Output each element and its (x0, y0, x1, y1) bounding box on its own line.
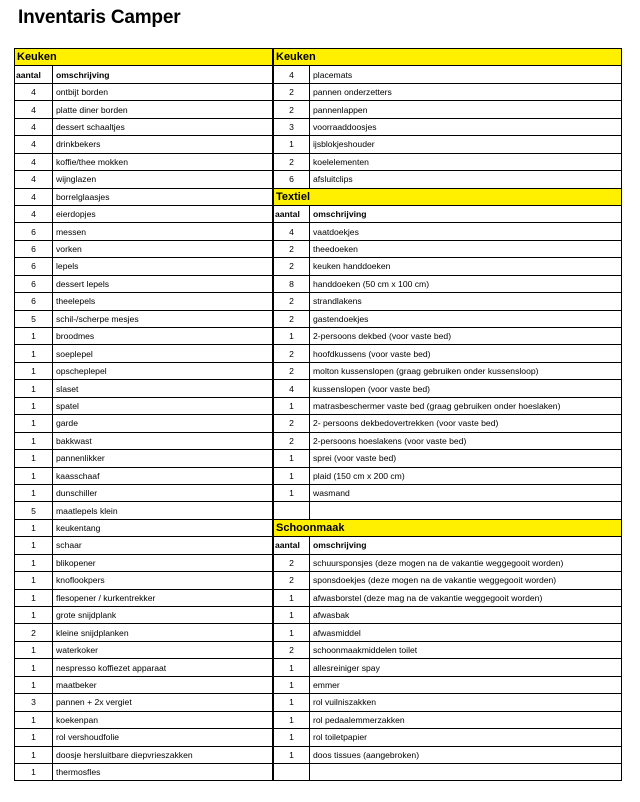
item-quantity: 4 (274, 380, 310, 397)
column-header-desc: omschrijving (310, 205, 622, 222)
item-quantity: 1 (15, 729, 53, 746)
table-row (15, 502, 273, 519)
table-row (274, 467, 622, 484)
item-description: gastendoekjes (310, 310, 622, 327)
table-row (274, 362, 622, 379)
item-quantity: 1 (15, 607, 53, 624)
item-description: schaar (53, 537, 273, 554)
item-description: voorraaddoosjes (310, 118, 622, 135)
item-description: 2-persoons hoeslakens (voor vaste bed) (310, 432, 622, 449)
item-quantity: 2 (274, 415, 310, 432)
item-quantity: 2 (274, 293, 310, 310)
table-row (15, 711, 273, 728)
inventory-right-column (273, 48, 622, 781)
section-header-schoonmaak (274, 519, 622, 536)
item-description: handdoeken (50 cm x 100 cm) (310, 275, 622, 292)
table-row (15, 572, 273, 589)
item-description: kaasschaaf (53, 467, 273, 484)
item-description: wijnglazen (53, 171, 273, 188)
item-quantity: 2 (274, 572, 310, 589)
section-title: Schoonmaak (274, 519, 622, 536)
table-row (274, 415, 622, 432)
item-quantity: 1 (15, 467, 53, 484)
item-description: broodmes (53, 328, 273, 345)
table-row (274, 171, 622, 188)
item-quantity: 2 (274, 83, 310, 100)
item-description: slaset (53, 380, 273, 397)
inventory-table-left (14, 48, 273, 781)
item-description: keukentang (53, 519, 273, 536)
item-quantity: 1 (15, 676, 53, 693)
item-quantity: 1 (15, 415, 53, 432)
table-row (274, 240, 622, 257)
item-description: schil-/scherpe mesjes (53, 310, 273, 327)
table-row (15, 450, 273, 467)
table-row (274, 345, 622, 362)
item-quantity: 1 (274, 467, 310, 484)
item-quantity: 1 (15, 763, 53, 780)
item-description: maatbeker (53, 676, 273, 693)
item-description: dessert schaaltjes (53, 118, 273, 135)
item-quantity: 2 (274, 554, 310, 571)
item-quantity: 1 (274, 136, 310, 153)
table-row (274, 432, 622, 449)
item-description: vorken (53, 240, 273, 257)
table-row (274, 83, 622, 100)
item-description: plaid (150 cm x 200 cm) (310, 467, 622, 484)
item-description: drinkbekers (53, 136, 273, 153)
item-quantity: 2 (274, 101, 310, 118)
item-description: rol toiletpapier (310, 729, 622, 746)
table-row (15, 136, 273, 153)
item-quantity: 2 (274, 362, 310, 379)
item-description: doos tissues (aangebroken) (310, 746, 622, 763)
item-quantity: 2 (274, 153, 310, 170)
table-row (15, 659, 273, 676)
table-row (274, 572, 622, 589)
item-description: bakkwast (53, 432, 273, 449)
item-description: koekenpan (53, 711, 273, 728)
table-row (274, 641, 622, 658)
item-quantity: 2 (274, 310, 310, 327)
table-row (274, 153, 622, 170)
item-quantity: 2 (15, 624, 53, 641)
item-quantity: 1 (274, 659, 310, 676)
item-description: koffie/thee mokken (53, 153, 273, 170)
table-row (15, 240, 273, 257)
item-quantity: 1 (274, 676, 310, 693)
item-quantity: 4 (15, 101, 53, 118)
item-quantity: 1 (15, 362, 53, 379)
item-description: ijsblokjeshouder (310, 136, 622, 153)
item-quantity: 4 (15, 171, 53, 188)
item-description: maatlepels klein (53, 502, 273, 519)
column-header-row (15, 66, 273, 83)
table-row (274, 589, 622, 606)
item-quantity: 1 (15, 572, 53, 589)
item-description: garde (53, 415, 273, 432)
table-row (15, 223, 273, 240)
table-row (15, 397, 273, 414)
table-row (15, 345, 273, 362)
table-row (15, 467, 273, 484)
section-title: Textiel (274, 188, 622, 205)
item-quantity: 1 (15, 450, 53, 467)
item-quantity: 1 (274, 328, 310, 345)
item-description: flesopener / kurkentrekker (53, 589, 273, 606)
table-row (15, 153, 273, 170)
item-description: pannenlappen (310, 101, 622, 118)
item-quantity: 2 (274, 240, 310, 257)
table-row (274, 711, 622, 728)
table-row (274, 136, 622, 153)
item-description (310, 502, 622, 519)
item-quantity: 1 (15, 641, 53, 658)
item-description: schuursponsjes (deze mogen na de vakantie weggegooit worden) (310, 554, 622, 571)
item-description: koelelementen (310, 153, 622, 170)
item-quantity: 1 (274, 607, 310, 624)
column-header-qty: aantal (15, 66, 53, 83)
table-row (274, 258, 622, 275)
item-description: knoflookpers (53, 572, 273, 589)
item-description: grote snijdplank (53, 607, 273, 624)
table-row (274, 328, 622, 345)
inventory-table-right (273, 48, 622, 781)
item-description: pannen + 2x vergiet (53, 694, 273, 711)
item-description: afwasmiddel (310, 624, 622, 641)
item-quantity: 5 (15, 502, 53, 519)
item-quantity: 6 (15, 275, 53, 292)
table-row (274, 223, 622, 240)
item-quantity: 1 (274, 711, 310, 728)
item-quantity: 1 (15, 484, 53, 501)
table-row (15, 432, 273, 449)
table-row (274, 310, 622, 327)
item-quantity: 1 (274, 624, 310, 641)
section-title: Keuken (15, 49, 273, 66)
item-quantity: 4 (15, 136, 53, 153)
item-quantity: 6 (15, 293, 53, 310)
item-description: pannen onderzetters (310, 83, 622, 100)
item-description: thermosfles (53, 763, 273, 780)
item-quantity: 1 (274, 729, 310, 746)
table-row (15, 694, 273, 711)
item-description: borrelglaasjes (53, 188, 273, 205)
item-quantity: 4 (274, 66, 310, 83)
table-row (15, 763, 273, 780)
table-row (274, 746, 622, 763)
table-row (274, 275, 622, 292)
table-row (15, 258, 273, 275)
table-row (15, 101, 273, 118)
item-description: dunschiller (53, 484, 273, 501)
table-row (15, 293, 273, 310)
item-quantity: 1 (15, 537, 53, 554)
item-quantity: 6 (15, 258, 53, 275)
item-description: rol vuilniszakken (310, 694, 622, 711)
item-quantity: 4 (15, 205, 53, 222)
item-description: soeplepel (53, 345, 273, 362)
item-description: kussenslopen (voor vaste bed) (310, 380, 622, 397)
item-quantity: 2 (274, 345, 310, 362)
table-row (15, 275, 273, 292)
item-description: vaatdoekjes (310, 223, 622, 240)
item-quantity: 1 (15, 397, 53, 414)
item-description: sprei (voor vaste bed) (310, 450, 622, 467)
column-header-qty: aantal (274, 537, 310, 554)
table-row (274, 676, 622, 693)
table-row (274, 729, 622, 746)
item-quantity: 1 (274, 450, 310, 467)
table-row (274, 694, 622, 711)
item-quantity: 3 (274, 118, 310, 135)
table-row (274, 450, 622, 467)
section-title: Keuken (274, 49, 622, 66)
table-row (274, 293, 622, 310)
table-row (15, 746, 273, 763)
inventory-left-column (14, 48, 273, 781)
table-row (274, 554, 622, 571)
table-row (15, 83, 273, 100)
table-row (274, 659, 622, 676)
item-quantity: 4 (15, 118, 53, 135)
item-description: placemats (310, 66, 622, 83)
item-quantity: 1 (274, 484, 310, 501)
item-description: dessert lepels (53, 275, 273, 292)
item-description: lepels (53, 258, 273, 275)
item-quantity: 1 (274, 746, 310, 763)
item-quantity: 1 (274, 589, 310, 606)
table-row (15, 624, 273, 641)
item-description: messen (53, 223, 273, 240)
item-quantity: 1 (15, 746, 53, 763)
table-row (15, 310, 273, 327)
item-description: theelepels (53, 293, 273, 310)
item-description: afwasborstel (deze mag na de vakantie weggegooit worden) (310, 589, 622, 606)
item-description: strandlakens (310, 293, 622, 310)
table-row (15, 484, 273, 501)
item-description: 2-persoons dekbed (voor vaste bed) (310, 328, 622, 345)
item-description: spatel (53, 397, 273, 414)
item-description: doosje hersluitbare diepvrieszakken (53, 746, 273, 763)
item-description: matrasbeschermer vaste bed (graag gebruiken onder hoeslaken) (310, 397, 622, 414)
item-quantity: 4 (274, 223, 310, 240)
table-row (15, 641, 273, 658)
table-row (15, 519, 273, 536)
item-description: afsluitclips (310, 171, 622, 188)
item-description: allesreiniger spay (310, 659, 622, 676)
item-description: kleine snijdplanken (53, 624, 273, 641)
page-title: Inventaris Camper (18, 7, 181, 28)
item-description: sponsdoekjes (deze mogen na de vakantie weggegooit worden) (310, 572, 622, 589)
item-quantity: 1 (15, 345, 53, 362)
table-row (15, 537, 273, 554)
table-row (274, 118, 622, 135)
item-quantity: 3 (15, 694, 53, 711)
item-quantity: 4 (15, 153, 53, 170)
item-description: opscheplepel (53, 362, 273, 379)
item-quantity: 1 (15, 659, 53, 676)
item-description: blikopener (53, 554, 273, 571)
item-description: waterkoker (53, 641, 273, 658)
table-row (274, 101, 622, 118)
item-quantity: 1 (15, 432, 53, 449)
item-description (310, 763, 622, 780)
item-quantity (274, 763, 310, 780)
item-description: rol pedaalemmerzakken (310, 711, 622, 728)
item-quantity: 1 (274, 397, 310, 414)
table-row (274, 484, 622, 501)
item-quantity: 1 (15, 554, 53, 571)
item-description: afwasbak (310, 607, 622, 624)
item-quantity: 2 (274, 432, 310, 449)
item-quantity (274, 502, 310, 519)
table-row (274, 502, 622, 519)
table-row (15, 554, 273, 571)
table-row (274, 763, 622, 780)
item-quantity: 1 (15, 380, 53, 397)
table-row (274, 66, 622, 83)
table-row (274, 624, 622, 641)
column-header-desc: omschrijving (310, 537, 622, 554)
item-quantity: 4 (15, 83, 53, 100)
item-description: rol vershoudfolie (53, 729, 273, 746)
table-row (15, 188, 273, 205)
table-row (15, 676, 273, 693)
table-row (15, 380, 273, 397)
table-row (15, 362, 273, 379)
column-header-desc: omschrijving (53, 66, 273, 83)
item-description: eierdopjes (53, 205, 273, 222)
item-quantity: 1 (15, 328, 53, 345)
item-quantity: 6 (15, 240, 53, 257)
table-row (274, 380, 622, 397)
table-row (15, 118, 273, 135)
item-description: platte diner borden (53, 101, 273, 118)
item-quantity: 2 (274, 258, 310, 275)
item-quantity: 6 (274, 171, 310, 188)
item-quantity: 1 (15, 589, 53, 606)
table-row (15, 729, 273, 746)
table-row (274, 607, 622, 624)
item-quantity: 5 (15, 310, 53, 327)
item-description: keuken handdoeken (310, 258, 622, 275)
item-description: pannenlikker (53, 450, 273, 467)
item-quantity: 2 (274, 641, 310, 658)
item-quantity: 6 (15, 223, 53, 240)
item-description: 2- persoons dekbedovertrekken (voor vaste bed) (310, 415, 622, 432)
item-quantity: 1 (274, 694, 310, 711)
item-quantity: 1 (15, 711, 53, 728)
item-description: wasmand (310, 484, 622, 501)
table-row (15, 205, 273, 222)
table-row (15, 415, 273, 432)
section-header-keuken (274, 49, 622, 66)
section-header-textiel (274, 188, 622, 205)
table-row (15, 328, 273, 345)
item-description: theedoeken (310, 240, 622, 257)
table-row (274, 397, 622, 414)
section-header-keuken (15, 49, 273, 66)
item-quantity: 8 (274, 275, 310, 292)
table-row (15, 589, 273, 606)
column-header-row (274, 205, 622, 222)
item-description: molton kussenslopen (graag gebruiken onder kussensloop) (310, 362, 622, 379)
item-description: nespresso koffiezet apparaat (53, 659, 273, 676)
item-description: emmer (310, 676, 622, 693)
item-description: hoofdkussens (voor vaste bed) (310, 345, 622, 362)
column-header-row (274, 537, 622, 554)
table-row (15, 171, 273, 188)
table-row (15, 607, 273, 624)
item-description: schoonmaakmiddelen toilet (310, 641, 622, 658)
item-quantity: 4 (15, 188, 53, 205)
item-description: ontbijt borden (53, 83, 273, 100)
item-quantity: 1 (15, 519, 53, 536)
column-header-qty: aantal (274, 205, 310, 222)
